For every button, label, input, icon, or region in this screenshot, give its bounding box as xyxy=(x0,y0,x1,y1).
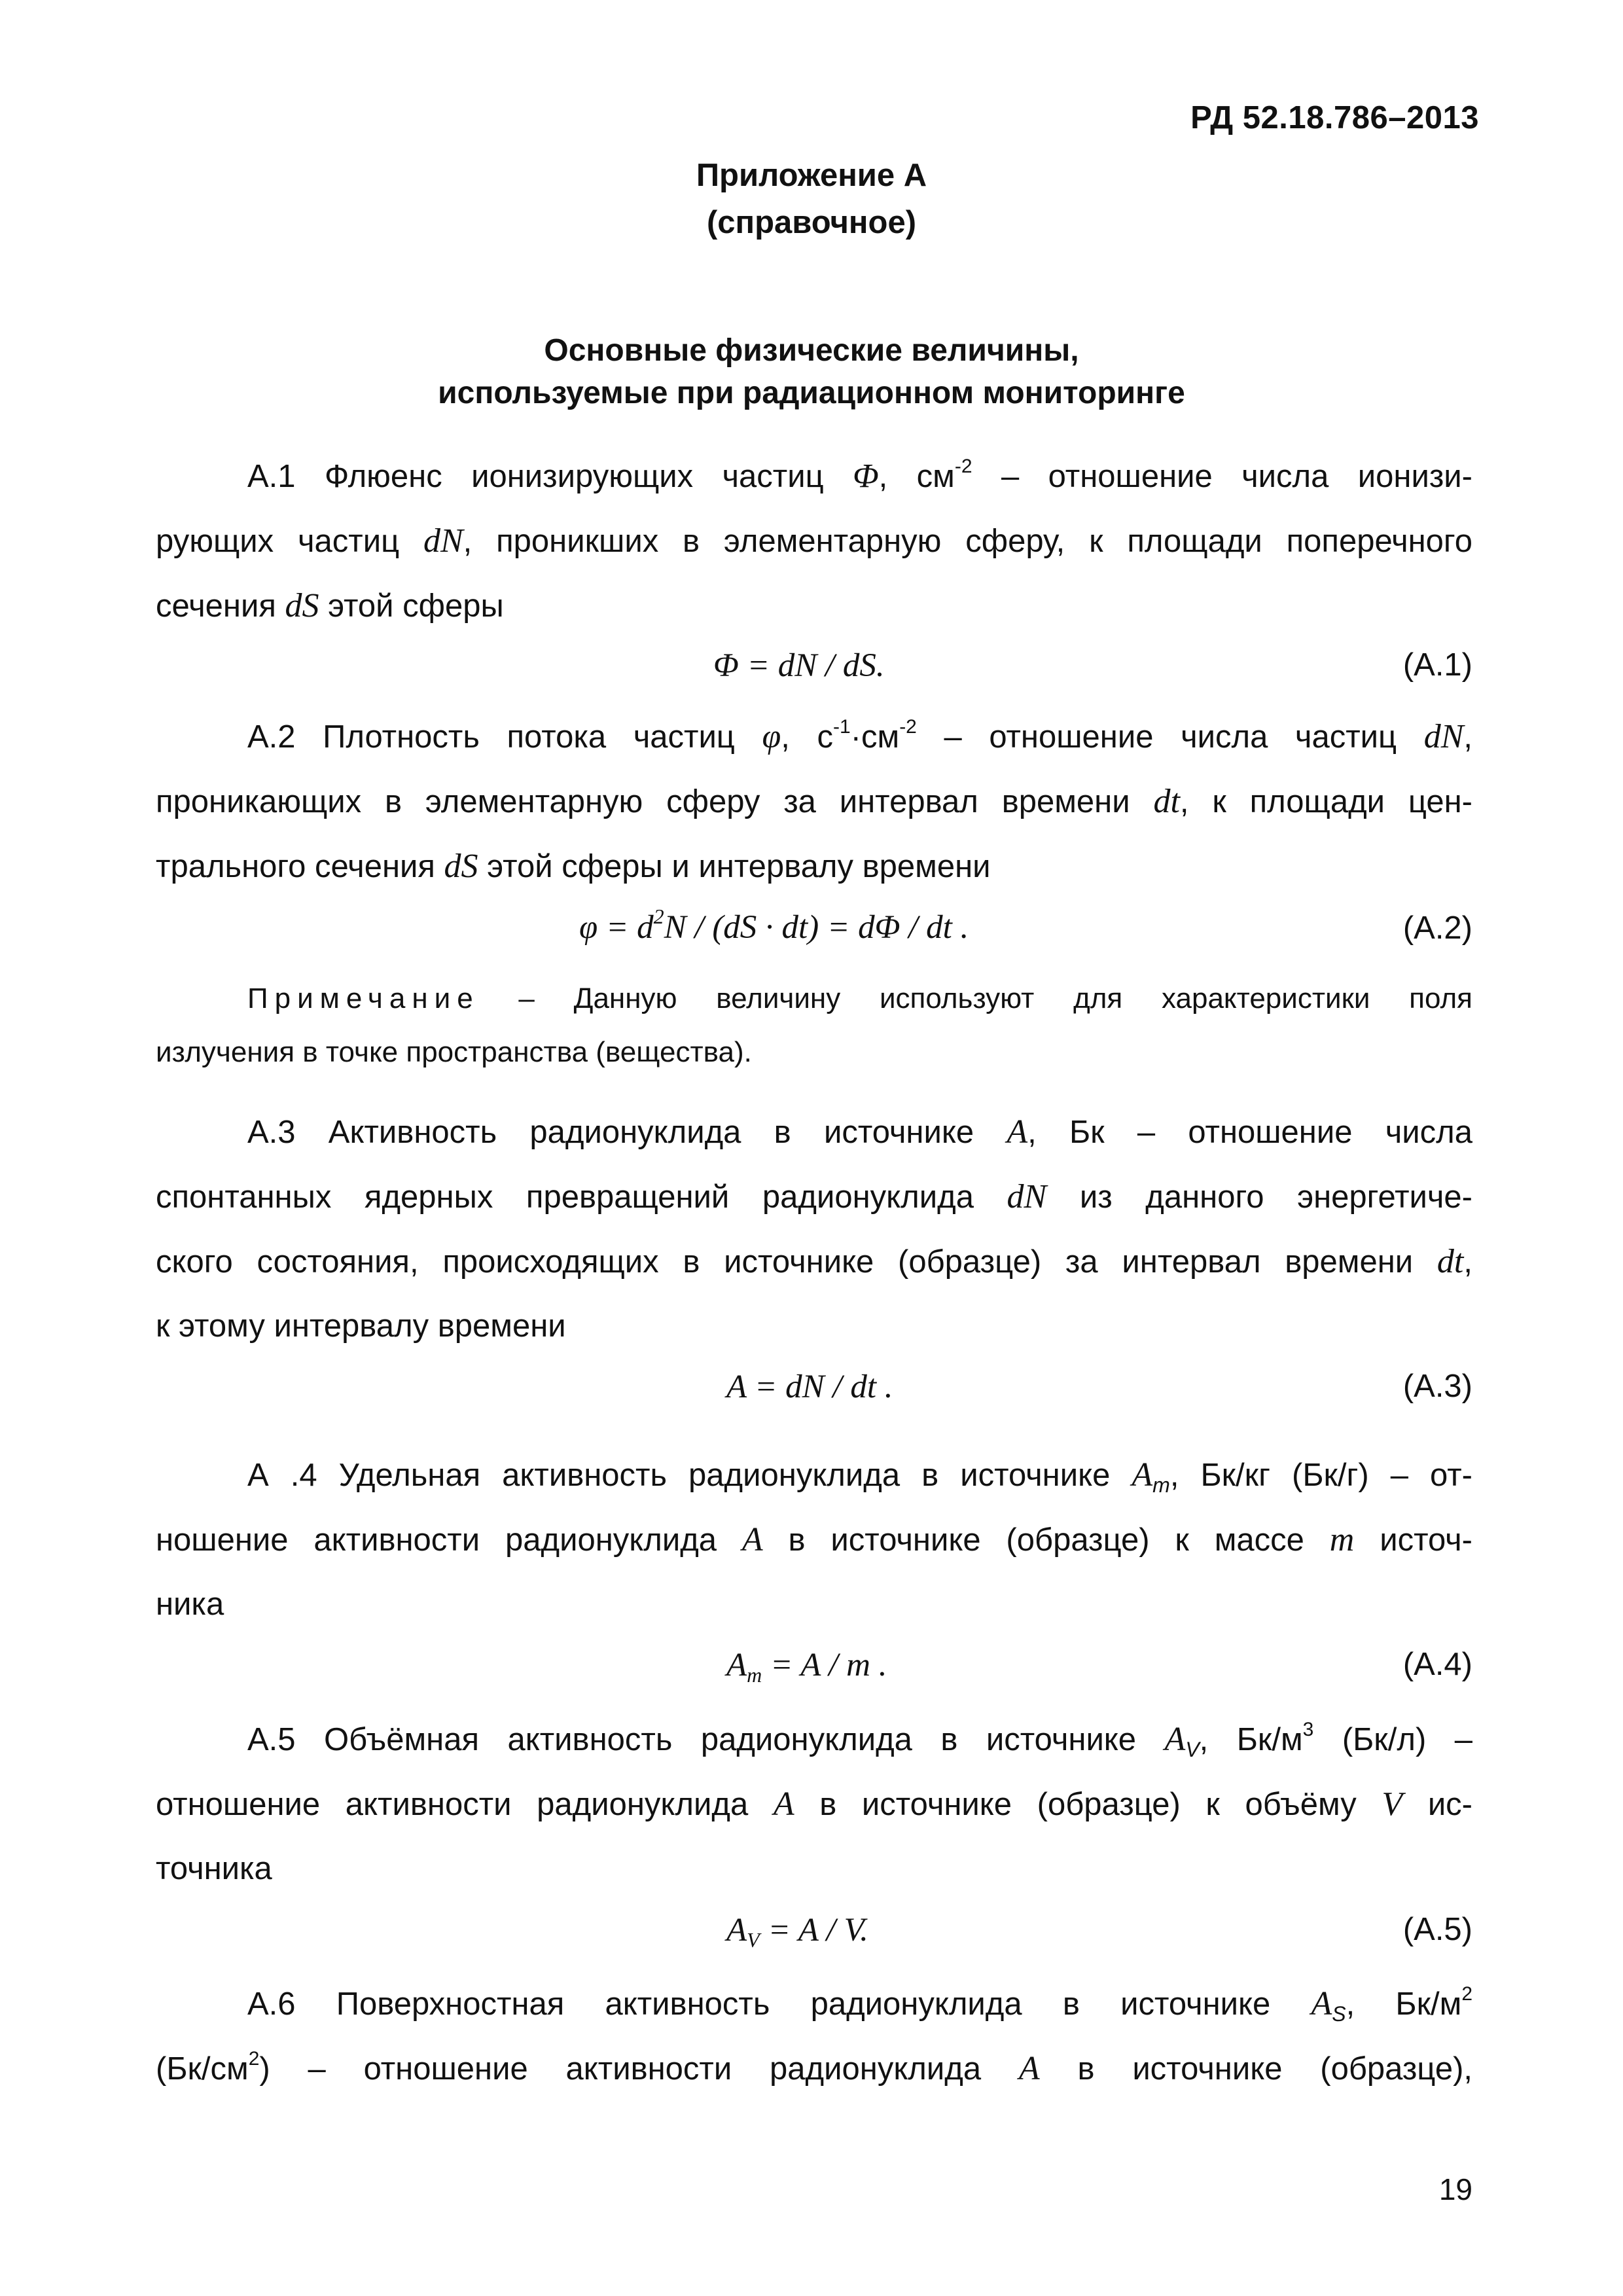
formula-a2: $\varphi = d^2N / (dS \cdot dt) = d\Phi$ / dt . xyxy=(579,905,969,946)
formula-a1: Φ = dN / dS. xyxy=(713,647,885,684)
a3-line4: к этому интервалу времени xyxy=(156,1308,566,1344)
a1-line1: А.1 Флюенс ионизирующих частиц Φ, $см^{-2}$ – отношение числа ионизи- xyxy=(247,456,1472,495)
equation-number-a5: (А.5) xyxy=(1402,1912,1472,1947)
a2-line1: А.2 Плотность потока частиц φ, $с^{-1}\cdot см^{-2}$ – отношение числа частиц dN, xyxy=(247,716,1472,755)
appendix-title: Приложение А xyxy=(696,158,927,193)
page-number: 19 xyxy=(1438,2172,1472,2206)
document-id: РД 52.18.786–2013 xyxy=(1190,100,1479,135)
equation-number-a1: (А.1) xyxy=(1402,647,1472,683)
phi-symbol: Φ xyxy=(853,457,879,495)
section-title-line1: Основные физические величины, xyxy=(544,333,1079,368)
a4-line3: ника xyxy=(156,1587,224,1622)
formula-a5: $A_V = A / V$. xyxy=(726,1912,868,1952)
a4-line1: А .4 Удельная активность радионуклида в источнике $A_m$, Бк/кг (Бк/г) – от- xyxy=(247,1456,1472,1497)
equation-number-a4: (А.4) xyxy=(1402,1647,1472,1682)
appendix-subtitle: (справочное) xyxy=(706,205,917,240)
a2-line2: проникающих в элементарную сферу за интервал времени dt, к площади цен- xyxy=(156,783,1472,820)
a1-line3: сечения dS этой сферы xyxy=(156,587,504,624)
a3-line3: ского состояния, происходящих в источнике (образце) за интервал времени dt, xyxy=(156,1243,1472,1280)
a5-line2: отношение активности радионуклида A в источнике (образце) к объёму V ис- xyxy=(156,1785,1473,1823)
a4-line2: ношение активности радионуклида A в источнике (образце) к массе m источ- xyxy=(156,1521,1472,1558)
note-line2: излучения в точке пространства (вещества). xyxy=(156,1036,752,1068)
formula-a3: A = dN / dt . xyxy=(726,1369,893,1405)
a5-line3: точника xyxy=(156,1851,272,1886)
a6-line2: $(Бк/см^2)$ – отношение активности радионуклида A в источнике (образце), xyxy=(156,2048,1472,2087)
a3-line2: спонтанных ядерных превращений радионуклида dN из данного энергетиче- xyxy=(156,1178,1472,1215)
note-line1: Примечание – Данную величину используют для характеристики поля xyxy=(247,982,1472,1014)
equation-number-a3: (А.3) xyxy=(1402,1369,1472,1404)
a6-line1: А.6 Поверхностная активность радионуклида в источнике $A_S$, $Бк/м^2$ xyxy=(247,1983,1472,2026)
equation-number-a2: (А.2) xyxy=(1402,910,1472,946)
formula-a4: $A_m = A / m$ . xyxy=(726,1647,887,1687)
a1-line2: рующих частиц dN, проникших в элементарную сферу, к площади поперечного xyxy=(156,522,1472,560)
a3-line1: А.3 Активность радионуклида в источнике A, Бк – отношение числа xyxy=(247,1113,1472,1151)
section-title-line2: используемые при радиационном мониторинге xyxy=(438,376,1185,410)
a2-line3: трального сечения dS этой сферы и интервалу времени xyxy=(156,848,991,885)
note-label: Примечание xyxy=(247,982,480,1014)
a5-line1: А.5 Объёмная активность радионуклида в источнике $A_V$, $Бк/м^3$ (Бк/л) – xyxy=(247,1719,1473,1761)
